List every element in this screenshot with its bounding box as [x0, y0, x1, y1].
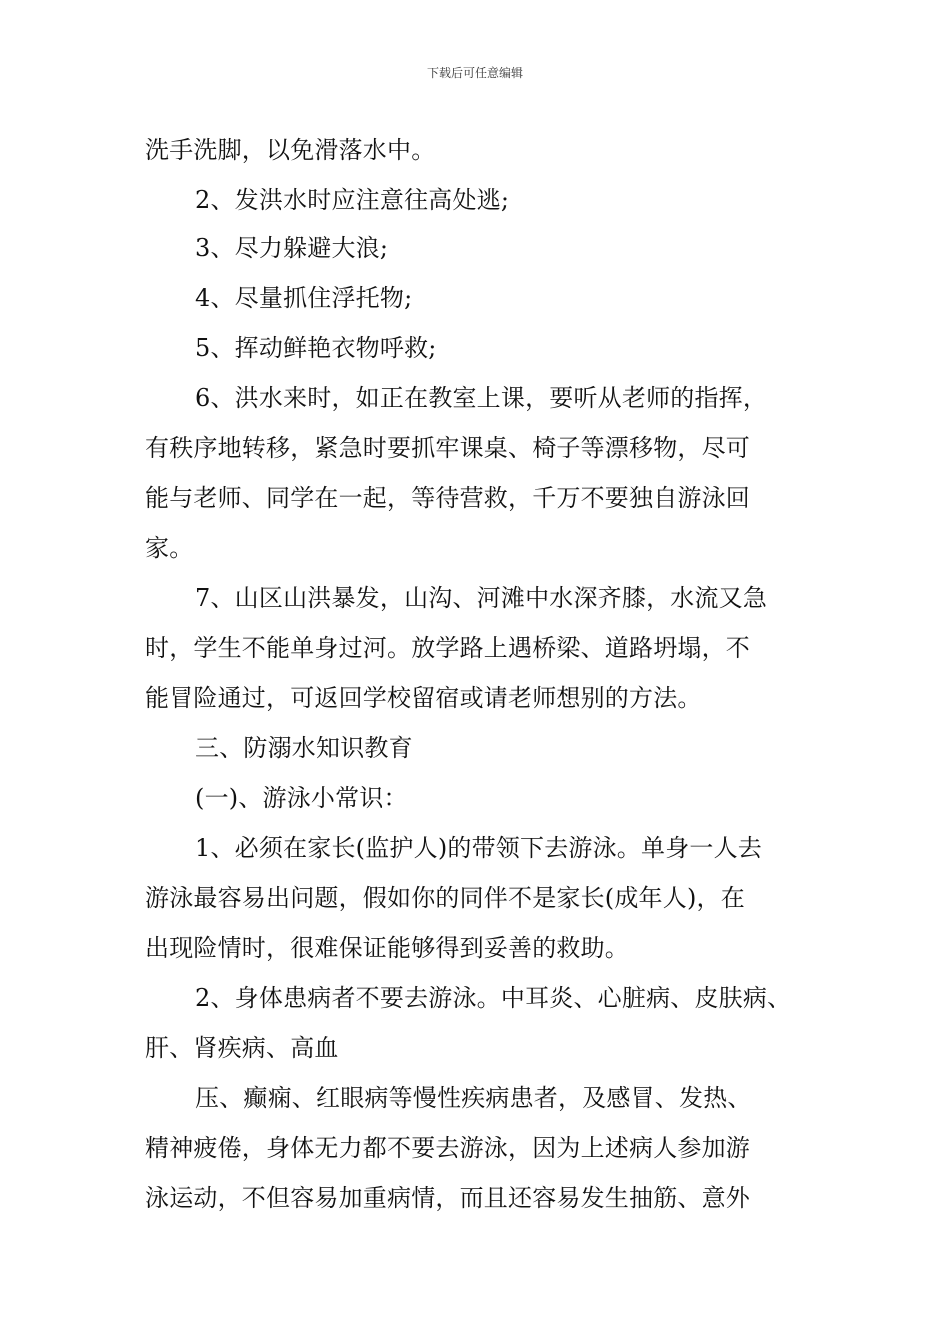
text-line: 游泳最容易出问题，假如你的同伴不是家长(成年人)，在: [145, 884, 745, 912]
page-header: 下载后可任意编辑: [426, 66, 523, 80]
text-line: 5、挥动鲜艳衣物呼救;: [195, 334, 437, 362]
text-line: 泳运动，不但容易加重病情，而且还容易发生抽筋、意外: [145, 1184, 750, 1212]
text-line: (一)、游泳小常识：: [195, 784, 408, 812]
text-line: 三、防溺水知识教育: [195, 734, 413, 762]
text-line: 1、必须在家长(监护人)的带领下去游泳。单身一人去: [195, 834, 762, 862]
text-line: 能冒险通过，可返回学校留宿或请老师想别的方法。: [145, 684, 702, 712]
text-line: 能与老师、同学在一起，等待营救，千万不要独自游泳回: [145, 484, 750, 512]
text-line: 肝、肾疾病、高血: [145, 1034, 339, 1062]
text-line: 家。: [145, 534, 194, 562]
text-line: 精神疲倦，身体无力都不要去游泳，因为上述病人参加游: [145, 1134, 750, 1162]
text-line: 2、发洪水时应注意往高处逃;: [195, 186, 510, 214]
text-line: 2、身体患病者不要去游泳。中耳炎、心脏病、皮肤病、: [195, 984, 792, 1012]
text-line: 3、尽力躲避大浪;: [195, 234, 389, 262]
text-line: 4、尽量抓住浮托物;: [195, 284, 413, 312]
text-line: 洗手洗脚，以免滑落水中。: [145, 136, 436, 164]
text-line: 压、癫痫、红眼病等慢性疾病患者，及感冒、发热、: [195, 1084, 752, 1112]
text-line: 6、洪水来时，如正在教室上课，要听从老师的指挥，: [195, 384, 768, 412]
text-line: 出现险情时，很难保证能够得到妥善的救助。: [145, 934, 629, 962]
text-line: 有秩序地转移，紧急时要抓牢课桌、椅子等漂移物，尽可: [145, 434, 750, 462]
text-line: 7、山区山洪暴发，山沟、河滩中水深齐膝，水流又急: [195, 584, 768, 612]
text-line: 时，学生不能单身过河。放学路上遇桥梁、道路坍塌，不: [145, 634, 750, 662]
